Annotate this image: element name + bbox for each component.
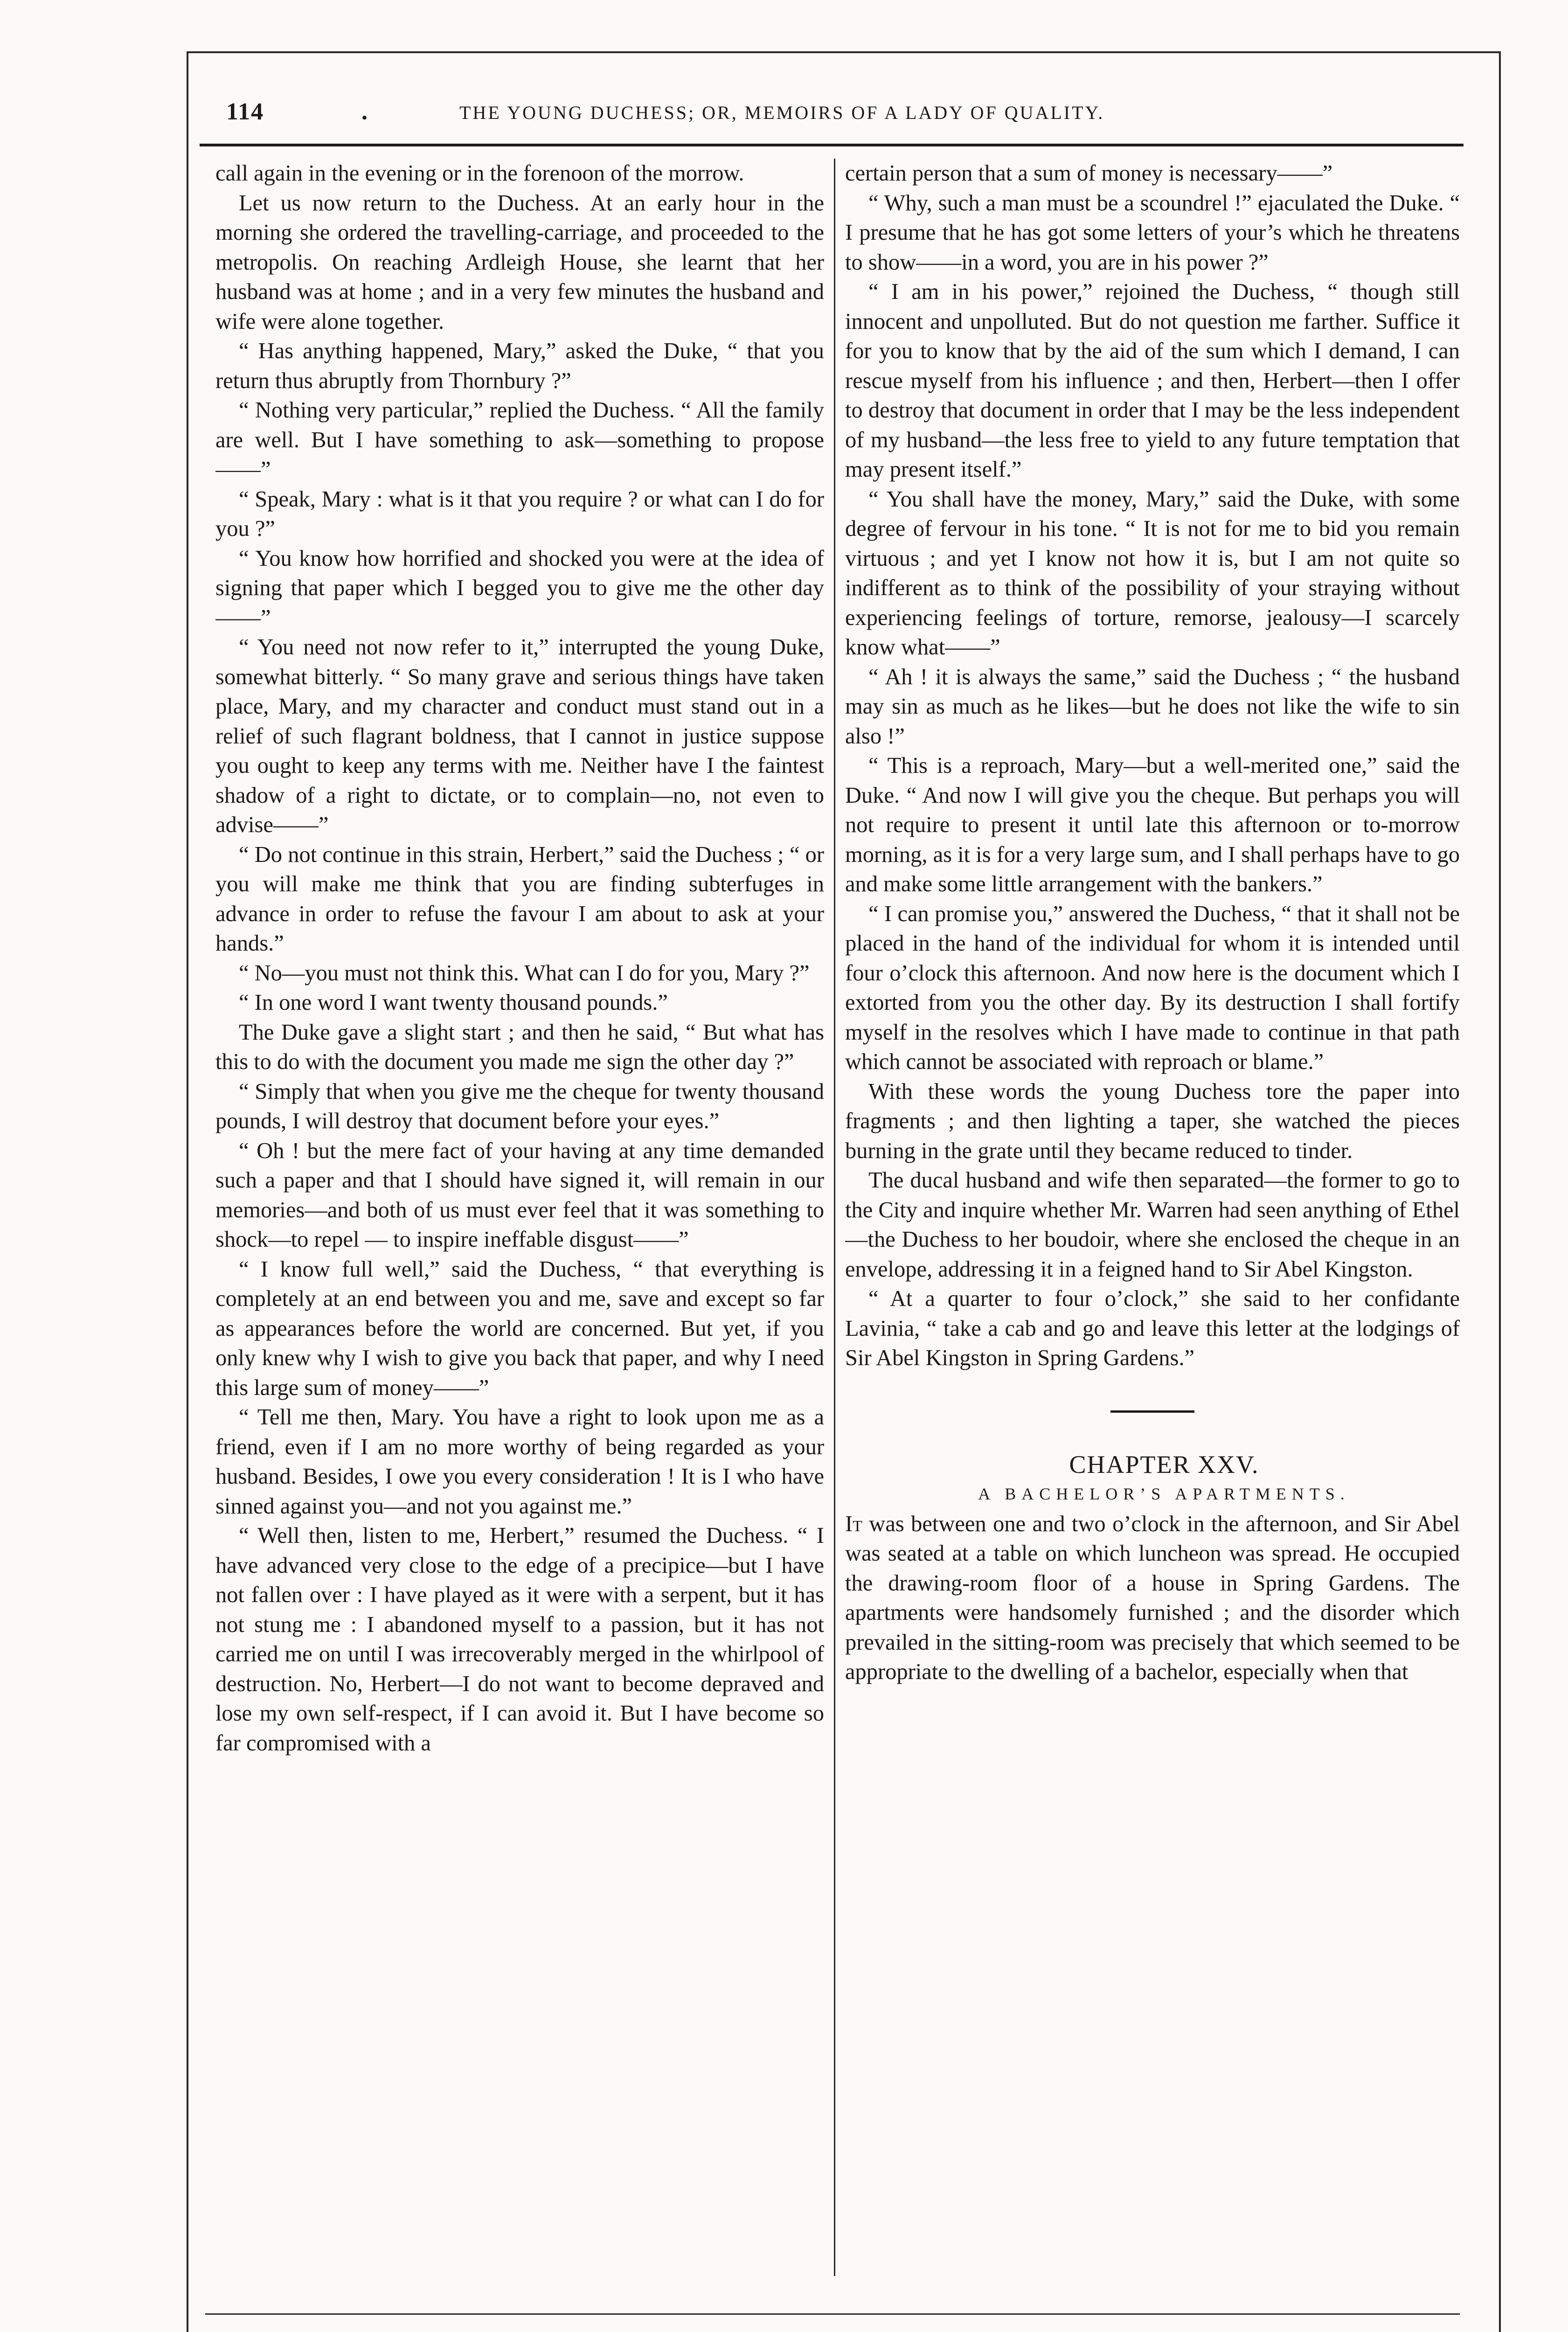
paragraph: “ Well then, listen to me, Herbert,” resumed the Duchess. “ I have advanced very close to the edge of a precipice—but I have not fallen over : I have played as it were with a serpent, but it has not stung me : I abandoned myself to a passion, but it has not carried me on until I was irrecoverably merged in the whirlpool of destruction. No, Herbert—I do not want to become depraved and lose my own self-respect, if I can avoid it. But I have become so far compromised with a bbox=[215, 1523, 824, 1756]
paragraph: “ Oh ! but the mere fact of your having at any time demanded such a paper and that I should have signed it, will remain in our memories—and both of us must ever feel that it was something to shock—to repel — to inspire ineffable disgust——” bbox=[215, 1138, 824, 1252]
left-column bbox=[215, 159, 824, 2276]
paragraph: “ I am in his power,” rejoined the Duchess, “ though still innocent and unpolluted. But do not question me farther. Suffice it for you to know that by the aid of the sum which I demand, I can rescue myself from his influence ; and then, Herbert—then I offer to destroy that document in order that I may be the less independent of my husband—the less free to yield to any future temptation that may present itself.” bbox=[845, 279, 1460, 482]
paragraph: “ I can promise you,” answered the Duchess, “ that it shall not be placed in the hand of the individual for whom it is intended until four o’clock this afternoon. And now here is the document which I extorted from you the other day. By its destruction I shall fortify myself in the resolves which I have made to continue in that path which cannot be associated with reproach or blame.” bbox=[845, 901, 1460, 1074]
paragraph: The Duke gave a slight start ; and then he said, “ But what has this to do with the document you made me sign the other day ?” bbox=[215, 1020, 824, 1074]
chapter-divider-rule bbox=[1110, 1410, 1194, 1413]
paragraph: With these words the young Duchess tore the paper into fragments ; and then lighting a taper, she watched the pieces burning in the grate until they became reduced to tinder. bbox=[845, 1079, 1460, 1163]
chapter-first-word: It bbox=[845, 1511, 862, 1536]
paragraph: “ Why, such a man must be a scoundrel !” ejaculated the Duke. “ I presume that he has got some letters of your’s which he threatens to show——in a word, you are in his power ?” bbox=[845, 190, 1460, 275]
page-number: 114 bbox=[226, 98, 264, 125]
paragraph: “ You know how horrified and shocked you were at the idea of signing that paper which I begged you to give me the other day——” bbox=[215, 546, 824, 630]
paragraph: certain person that a sum of money is necessary——” bbox=[845, 161, 1333, 186]
paragraph: “ You shall have the money, Mary,” said the Duke, with some degree of fervour in his tone. “ It is not for me to bid you remain virtuous ; and yet I know not how it is, but I am not quite so indifferent as to think of the possibility of your straying without experiencing feelings of torture, remorse, jealousy—I scarcely know what——” bbox=[845, 486, 1460, 659]
paragraph: “ Do not continue in this strain, Herbert,” said the Duchess ; “ or you will make me think that you are finding subterfuges in advance in order to refuse the favour I am about to ask at your hands.” bbox=[215, 842, 824, 956]
paragraph: “ This is a reproach, Mary—but a well-merited one,” said the Duke. “ And now I will give you the cheque. But perhaps you will not require to present it until late this afternoon or to-morrow morning, as it is for a very large sum, and I shall perhaps have to go and make some little arrangement with the bankers.” bbox=[845, 753, 1460, 896]
paragraph: “ You need not now refer to it,” interrupted the young Duke, somewhat bitterly. “ So many grave and serious things have taken place, Mary, and my character and conduct must stand out in a relief of such flagrant boldness, that I cannot in justice suppose you ought to keep any terms with me. Neither have I the faintest shadow of a right to dictate, or to complain—no, not even to advise——” bbox=[215, 635, 824, 837]
chapter-subtitle: A BACHELOR’S APARTMENTS. bbox=[978, 1485, 1350, 1503]
paragraph: “ Nothing very particular,” replied the Duchess. “ All the family are well. But I have something to ask—something to propose——” bbox=[215, 398, 824, 482]
header-dot: . bbox=[361, 98, 368, 125]
bottom-rule bbox=[205, 2313, 1460, 2315]
running-head bbox=[226, 98, 1464, 135]
paragraph: “ Simply that when you give me the cheque for twenty thousand pounds, I will destroy that document before your eyes.” bbox=[215, 1079, 824, 1133]
chapter-first-paragraph bbox=[845, 1509, 1460, 1687]
paragraph: “ In one word I want twenty thousand pounds.” bbox=[239, 990, 668, 1015]
paragraph: “ I know full well,” said the Duchess, “ that everything is completely at an end between you and me, save and except so far as appearances before the world are concerned. But yet, if you only knew why I wish to give you back that paper, and why I need this large sum of money——” bbox=[215, 1256, 824, 1400]
chapter-first-paragraph-text: was between one and two o’clock in the afternoon, and Sir Abel was seated at a table on which luncheon was spread. He occupied the drawing-room floor of a house in Spring Gardens. The apartments were handsomely furnished ; and the disorder which prevailed in the sitting-room was precisely that which seemed to be appropriate to the dwelling of a bachelor, especially when that bbox=[845, 1511, 1460, 1684]
paragraph: “ Ah ! it is always the same,” said the Duchess ; “ the husband may sin as much as he likes—but he does not like the wife to sin also !” bbox=[845, 664, 1460, 749]
paragraph: “ Has anything happened, Mary,” asked the Duke, “ that you return thus abruptly from Thornbury ?” bbox=[215, 339, 824, 393]
header-rule bbox=[200, 144, 1464, 146]
paragraph: call again in the evening or in the forenoon of the morrow. bbox=[215, 161, 744, 186]
paragraph: “ No—you must not think this. What can I do for you, Mary ?” bbox=[239, 960, 810, 986]
paragraph: “ At a quarter to four o’clock,” she said to her confidante Lavinia, “ take a cab and go and leave this letter at the lodgings of Sir Abel Kingston in Spring Gardens.” bbox=[845, 1286, 1460, 1370]
paragraph: Let us now return to the Duchess. At an early hour in the morning she ordered the travelling-carriage, and proceeded to the metropolis. On reaching Ardleigh House, she learnt that her husband was at home ; and in a very few minutes the husband and wife were alone together. bbox=[215, 190, 824, 334]
running-title: THE YOUNG DUCHESS; OR, MEMOIRS OF A LADY OF QUALITY. bbox=[459, 102, 1105, 123]
paragraph: “ Speak, Mary : what is it that you require ? or what can I do for you ?” bbox=[215, 486, 824, 541]
chapter-heading: CHAPTER XXV. bbox=[1069, 1450, 1259, 1478]
column-divider bbox=[834, 159, 835, 2276]
right-column bbox=[845, 159, 1460, 2276]
paragraph: “ Tell me then, Mary. You have a right to look upon me as a friend, even if I am no more worthy of being regarded as your husband. Besides, I owe you every consideration ! It is I who have sinned against you—and not you against me.” bbox=[215, 1405, 824, 1519]
paragraph: The ducal husband and wife then separated—the former to go to the City and inquire whether Mr. Warren had seen anything of Ethel—the Duchess to her boudoir, where she enclosed the cheque in an envelope, addressing it in a feigned hand to Sir Abel Kingston. bbox=[845, 1168, 1460, 1282]
